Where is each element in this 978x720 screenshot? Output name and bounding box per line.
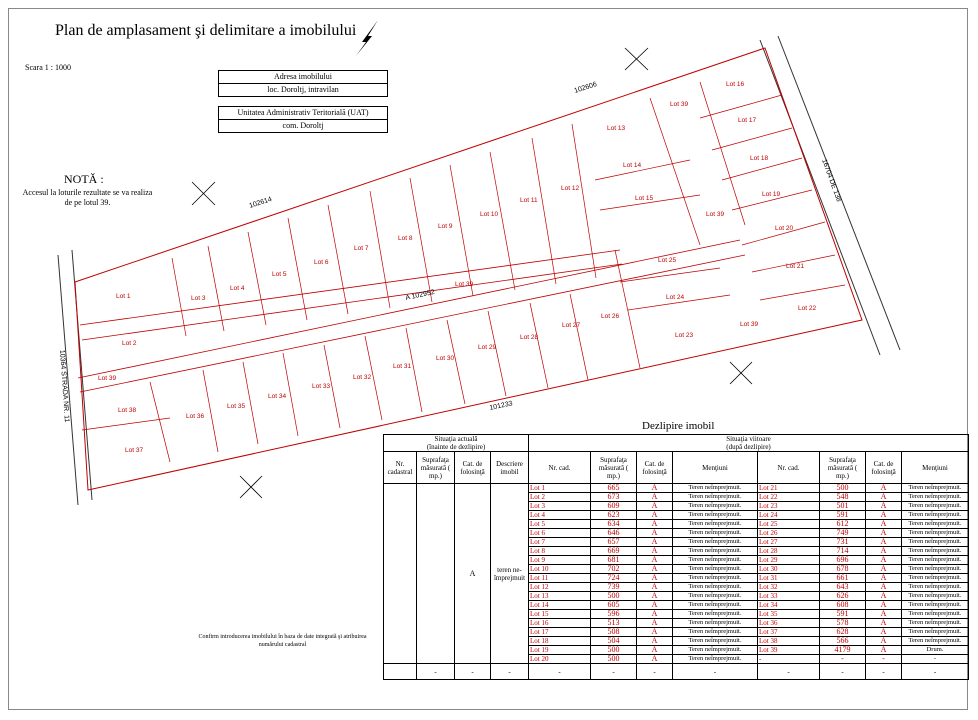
lot-mentiuni-b: Teren neîmprejmuit. — [902, 619, 969, 628]
footer-cell: - — [491, 664, 529, 680]
lot-area: 596 — [591, 610, 637, 619]
lot-label: Lot 15 — [635, 195, 654, 202]
lot-mentiuni: Teren neîmprejmuit. — [673, 556, 758, 565]
col-suprafata2-b: Suprafaţa măsurată ( mp.) — [820, 452, 866, 484]
lot-area: 673 — [591, 493, 637, 502]
footer-cell: - — [417, 664, 455, 680]
lot-mentiuni-b: Teren neîmprejmuit. — [902, 538, 969, 547]
lot-area-b: 501 — [820, 502, 866, 511]
lot-area: 500 — [591, 655, 637, 664]
lot-cat-b: A — [866, 529, 902, 538]
lot-label: Lot 10 — [480, 211, 499, 218]
lot-area: 702 — [591, 565, 637, 574]
lot-area-b: 591 — [820, 610, 866, 619]
footer-cell: - — [866, 664, 902, 680]
lot-area: 665 — [591, 484, 637, 493]
lot-mentiuni-b: Teren neîmprejmuit. — [902, 493, 969, 502]
lot-cad: Lot 4 — [529, 511, 591, 520]
lot-cat: A — [637, 484, 673, 493]
col-cat: Cat. de folosinţă — [455, 452, 491, 484]
lot-cat: A — [637, 556, 673, 565]
lot-cad-b: Lot 24 — [758, 511, 820, 520]
lot-area-b: 591 — [820, 511, 866, 520]
lot-mentiuni-b: Teren neîmprejmuit. — [902, 556, 969, 565]
lot-label: Lot 35 — [227, 403, 246, 410]
current-nr-cadastral — [384, 484, 417, 664]
lot-label: Lot 36 — [186, 413, 205, 420]
col-nr-cad-b: Nr. cad. — [758, 452, 820, 484]
lot-cad: Lot 11 — [529, 574, 591, 583]
lot-area-b: 661 — [820, 574, 866, 583]
lot-cad: Lot 20 — [529, 655, 591, 664]
dezlipire-table — [383, 434, 969, 680]
lot-cad: Lot 2 — [529, 493, 591, 502]
lot-cat: A — [637, 511, 673, 520]
lot-label: Lot 39 — [455, 281, 474, 288]
lot-area: 500 — [591, 592, 637, 601]
lot-label: Lot 34 — [268, 393, 287, 400]
lot-cat-b: A — [866, 556, 902, 565]
lot-label: Lot 25 — [658, 257, 677, 264]
lot-label: Lot 11 — [520, 197, 538, 204]
lot-mentiuni: Teren neîmprejmuit. — [673, 592, 758, 601]
lot-cad: Lot 1 — [529, 484, 591, 493]
lot-cad-b: Lot 35 — [758, 610, 820, 619]
lot-cad: Lot 3 — [529, 502, 591, 511]
lot-area: 623 — [591, 511, 637, 520]
lot-cad: Lot 13 — [529, 592, 591, 601]
footer-cell: - — [902, 664, 969, 680]
lot-cad: Lot 14 — [529, 601, 591, 610]
lot-cad: Lot 5 — [529, 520, 591, 529]
nota-text: Accesul la loturile rezultate se va realiza de pe lotul 39. — [22, 188, 153, 207]
lot-cat-b: - — [866, 655, 902, 664]
lot-area-b: 4179 — [820, 646, 866, 655]
lot-cat-b: A — [866, 583, 902, 592]
col-cat2-b: Cat. de folosinţă — [866, 452, 902, 484]
lot-cad: Lot 15 — [529, 610, 591, 619]
lot-cad-b: Lot 27 — [758, 538, 820, 547]
lot-mentiuni: Teren neîmprejmuit. — [673, 637, 758, 646]
lot-cad-b: Lot 30 — [758, 565, 820, 574]
lot-mentiuni: Teren neîmprejmuit. — [673, 574, 758, 583]
lot-mentiuni: Teren neîmprejmuit. — [673, 484, 758, 493]
lot-mentiuni-b: Teren neîmprejmuit. — [902, 601, 969, 610]
lot-cat-b: A — [866, 565, 902, 574]
lot-label: Lot 14 — [623, 162, 642, 169]
table-row — [384, 484, 969, 493]
lot-cat-b: A — [866, 493, 902, 502]
footer-cell — [384, 664, 417, 680]
lot-area-b: 548 — [820, 493, 866, 502]
lot-area: 513 — [591, 619, 637, 628]
lot-cat-b: A — [866, 601, 902, 610]
lot-cat: A — [637, 583, 673, 592]
road-102614-label: 102614 — [248, 196, 273, 210]
lot-label: Lot 32 — [353, 374, 372, 381]
lot-area-b: 578 — [820, 619, 866, 628]
lot-cat-b: A — [866, 520, 902, 529]
lot-label: Lot 6 — [314, 259, 329, 266]
lot-cat: A — [637, 628, 673, 637]
lot-label: Lot 27 — [562, 322, 581, 329]
lot-label: Lot 18 — [750, 155, 769, 162]
lot-area: 508 — [591, 628, 637, 637]
lot-label: Lot 2 — [122, 340, 137, 347]
col-cat2: Cat. de folosinţă — [637, 452, 673, 484]
lot-label: Lot 3 — [191, 295, 206, 302]
lot-mentiuni-b: Teren neîmprejmuit. — [902, 574, 969, 583]
lot-cat: A — [637, 646, 673, 655]
footer-cell: - — [673, 664, 758, 680]
road-102606-label: 102606 — [573, 81, 598, 95]
footer-cell: - — [820, 664, 866, 680]
lot-cad-b: Lot 28 — [758, 547, 820, 556]
lot-area-b: 612 — [820, 520, 866, 529]
confirm-text: Confirm introducerea imobilului în baza de date integrată şi atribuirea numărului cadastral — [198, 634, 367, 648]
lot-area-b: 696 — [820, 556, 866, 565]
lot-label: Lot 7 — [354, 245, 369, 252]
lot-area: 657 — [591, 538, 637, 547]
lot-mentiuni: Teren neîmprejmuit. — [673, 601, 758, 610]
group-current-header: Situaţia actuală (înainte de dezlipire) — [384, 435, 529, 452]
lot-cad-b: Lot 38 — [758, 637, 820, 646]
lot-label: Lot 24 — [666, 294, 685, 301]
lot-area-b: 678 — [820, 565, 866, 574]
lot-mentiuni-b: Teren neîmprejmuit. — [902, 511, 969, 520]
lot-cat-b: A — [866, 610, 902, 619]
lot-label: Lot 37 — [125, 447, 144, 454]
lot-cat: A — [637, 538, 673, 547]
lot-cat: A — [637, 502, 673, 511]
lot-cad-b: Lot 39 — [758, 646, 820, 655]
lot-cad-b: Lot 31 — [758, 574, 820, 583]
footer-cell: - — [529, 664, 591, 680]
lot-label: Lot 21 — [786, 263, 805, 270]
col-nr-cadastral: Nr. cadastral — [384, 452, 417, 484]
footer-cell: - — [637, 664, 673, 680]
lot-area: 646 — [591, 529, 637, 538]
lot-mentiuni-b: Teren neîmprejmuit. — [902, 565, 969, 574]
lot-mentiuni-b: Teren neîmprejmuit. — [902, 529, 969, 538]
footer-cell: - — [591, 664, 637, 680]
lot-cad-b: Lot 21 — [758, 484, 820, 493]
lot-label: Lot 39 — [670, 101, 689, 108]
lot-area-b: 749 — [820, 529, 866, 538]
lot-cat: A — [637, 574, 673, 583]
col-suprafata2: Suprafaţa măsurată ( mp.) — [591, 452, 637, 484]
lot-area-b: 626 — [820, 592, 866, 601]
lot-cat-b: A — [866, 646, 902, 655]
lot-mentiuni-b: Teren neîmprejmuit. — [902, 628, 969, 637]
lot-area-b: 714 — [820, 547, 866, 556]
lot-label: Lot 38 — [118, 407, 137, 414]
page-title: Plan de amplasament şi delimitare a imobilului — [55, 22, 357, 39]
lot-area-b: - — [820, 655, 866, 664]
lot-cat: A — [637, 610, 673, 619]
lot-area-b: 628 — [820, 628, 866, 637]
lot-label: Lot 39 — [706, 211, 725, 218]
col-mentiuni-b: Menţiuni — [902, 452, 969, 484]
lot-cat-b: A — [866, 538, 902, 547]
lot-area: 504 — [591, 637, 637, 646]
lot-cad: Lot 12 — [529, 583, 591, 592]
lot-label: Lot 23 — [675, 332, 694, 339]
lot-cat-b: A — [866, 502, 902, 511]
lot-area: 609 — [591, 502, 637, 511]
lot-mentiuni-b: - — [902, 655, 969, 664]
lot-mentiuni: Teren neîmprejmuit. — [673, 655, 758, 664]
current-descriere: teren ne-împrejmuit — [491, 484, 529, 664]
lot-cat-b: A — [866, 592, 902, 601]
lot-cad-b: Lot 26 — [758, 529, 820, 538]
lot-cad: Lot 17 — [529, 628, 591, 637]
lot-mentiuni: Teren neîmprejmuit. — [673, 619, 758, 628]
lot-label: Lot 39 — [98, 375, 117, 382]
road-strada-label: 10364 STRADA NR. 11 — [58, 349, 71, 423]
road-101233-label: 101233 — [488, 400, 514, 412]
lot-cad-b: Lot 22 — [758, 493, 820, 502]
col-descriere: Descriere imobil — [491, 452, 529, 484]
lot-label: Lot 19 — [762, 191, 781, 198]
lot-area-b: 608 — [820, 601, 866, 610]
lot-label: Lot 26 — [601, 313, 620, 320]
address-value: loc. Doroltj, intravilan — [267, 85, 339, 94]
lot-cad: Lot 7 — [529, 538, 591, 547]
lot-label: Lot 16 — [726, 81, 745, 88]
lot-label: Lot 1 — [116, 293, 131, 300]
lot-mentiuni: Teren neîmprejmuit. — [673, 610, 758, 619]
lot-mentiuni-b: Teren neîmprejmuit. — [902, 592, 969, 601]
lot-mentiuni-b: Teren neîmprejmuit. — [902, 583, 969, 592]
lot-label: Lot 31 — [393, 363, 412, 370]
lot-cad-b: Lot 37 — [758, 628, 820, 637]
lot-mentiuni: Teren neîmprejmuit. — [673, 583, 758, 592]
footer-cell: - — [758, 664, 820, 680]
lot-cat: A — [637, 655, 673, 664]
lot-cat: A — [637, 565, 673, 574]
lot-mentiuni: Teren neîmprejmuit. — [673, 511, 758, 520]
lot-cad-b: Lot 33 — [758, 592, 820, 601]
lot-cat-b: A — [866, 511, 902, 520]
lot-area: 605 — [591, 601, 637, 610]
lot-cad: Lot 8 — [529, 547, 591, 556]
lot-area-b: 500 — [820, 484, 866, 493]
lot-label: Lot 9 — [438, 223, 453, 230]
lot-cad-b: Lot 34 — [758, 601, 820, 610]
lot-cat: A — [637, 592, 673, 601]
lot-mentiuni-b: Teren neîmprejmuit. — [902, 637, 969, 646]
lot-cat-b: A — [866, 574, 902, 583]
lot-cad-b: Lot 23 — [758, 502, 820, 511]
lot-cad-b: Lot 36 — [758, 619, 820, 628]
lot-mentiuni-b: Teren neîmprejmuit. — [902, 610, 969, 619]
lot-cat: A — [637, 601, 673, 610]
lot-cad: Lot 18 — [529, 637, 591, 646]
lot-area: 739 — [591, 583, 637, 592]
lot-area: 669 — [591, 547, 637, 556]
lot-label: Lot 30 — [436, 355, 455, 362]
lot-label: Lot 28 — [520, 334, 539, 341]
lot-cad-b: Lot 29 — [758, 556, 820, 565]
lot-mentiuni-b: Teren neîmprejmuit. — [902, 502, 969, 511]
lot-label: Lot 29 — [478, 344, 497, 351]
col-nr-cad: Nr. cad. — [529, 452, 591, 484]
group-future-header: Situaţia viitoare (după dezlipire) — [529, 435, 969, 452]
lot-cat-b: A — [866, 484, 902, 493]
lot-cat-b: A — [866, 547, 902, 556]
lot-label: Lot 13 — [607, 125, 626, 132]
col-suprafata: Suprafaţa măsurată ( mp.) — [417, 452, 455, 484]
lot-cad: Lot 16 — [529, 619, 591, 628]
lot-label: Lot 12 — [561, 185, 580, 192]
lot-label: Lot 17 — [738, 117, 757, 124]
col-mentiuni: Menţiuni — [673, 452, 758, 484]
road-102952-label: A 102952 — [404, 288, 436, 302]
lot-label: Lot 20 — [775, 225, 794, 232]
lot-mentiuni: Teren neîmprejmuit. — [673, 538, 758, 547]
lot-area-b: 731 — [820, 538, 866, 547]
lot-cat: A — [637, 547, 673, 556]
lot-mentiuni: Teren neîmprejmuit. — [673, 520, 758, 529]
lot-mentiuni: Teren neîmprejmuit. — [673, 493, 758, 502]
lot-label: Lot 39 — [740, 321, 759, 328]
lot-label: Lot 4 — [230, 285, 245, 292]
lot-mentiuni: Teren neîmprejmuit. — [673, 628, 758, 637]
lot-mentiuni: Teren neîmprejmuit. — [673, 646, 758, 655]
lot-area: 634 — [591, 520, 637, 529]
lot-cad: Lot 10 — [529, 565, 591, 574]
lot-label: Lot 33 — [312, 383, 331, 390]
lot-mentiuni: Teren neîmprejmuit. — [673, 547, 758, 556]
lot-area: 724 — [591, 574, 637, 583]
lot-cat-b: A — [866, 628, 902, 637]
lot-label: Lot 5 — [272, 271, 287, 278]
uat-heading: Unitatea Administrativ Teritorială (UAT) — [219, 107, 387, 120]
address-heading: Adresa imobilului — [219, 71, 387, 84]
lot-label: Lot 8 — [398, 235, 413, 242]
lot-mentiuni: Teren neîmprejmuit. — [673, 502, 758, 511]
nota-heading: NOTĂ : — [64, 172, 104, 186]
lot-cat: A — [637, 520, 673, 529]
lot-mentiuni-b: Teren neîmprejmuit. — [902, 547, 969, 556]
current-suprafata — [417, 484, 455, 664]
lot-area: 681 — [591, 556, 637, 565]
lot-area-b: 566 — [820, 637, 866, 646]
lot-cad-b: Lot 32 — [758, 583, 820, 592]
lot-mentiuni-b: Teren neîmprejmuit. — [902, 520, 969, 529]
lot-cat: A — [637, 529, 673, 538]
lot-area-b: 643 — [820, 583, 866, 592]
table-title: Dezlipire imobil — [642, 420, 715, 432]
lot-mentiuni: Teren neîmprejmuit. — [673, 529, 758, 538]
lot-cat: A — [637, 619, 673, 628]
road-de138-label: 16704 DE 138 — [820, 158, 843, 203]
scale-label: Scara 1 : 1000 — [25, 63, 71, 72]
lot-area: 500 — [591, 646, 637, 655]
lot-cad: Lot 6 — [529, 529, 591, 538]
lot-mentiuni-b: Teren neîmprejmuit. — [902, 484, 969, 493]
current-cat: A — [455, 484, 491, 664]
lot-cat: A — [637, 493, 673, 502]
footer-cell: - — [455, 664, 491, 680]
lot-cad-b: Lot 25 — [758, 520, 820, 529]
lot-cad: Lot 19 — [529, 646, 591, 655]
lot-mentiuni-b: Drum. — [902, 646, 969, 655]
lot-cat: A — [637, 637, 673, 646]
uat-value: com. Doroltj — [282, 121, 324, 130]
lot-cat-b: A — [866, 637, 902, 646]
lot-label: Lot 22 — [798, 305, 817, 312]
lot-cad: Lot 9 — [529, 556, 591, 565]
lot-cat-b: A — [866, 619, 902, 628]
lot-cad-b: - — [758, 655, 820, 664]
lot-mentiuni: Teren neîmprejmuit. — [673, 565, 758, 574]
